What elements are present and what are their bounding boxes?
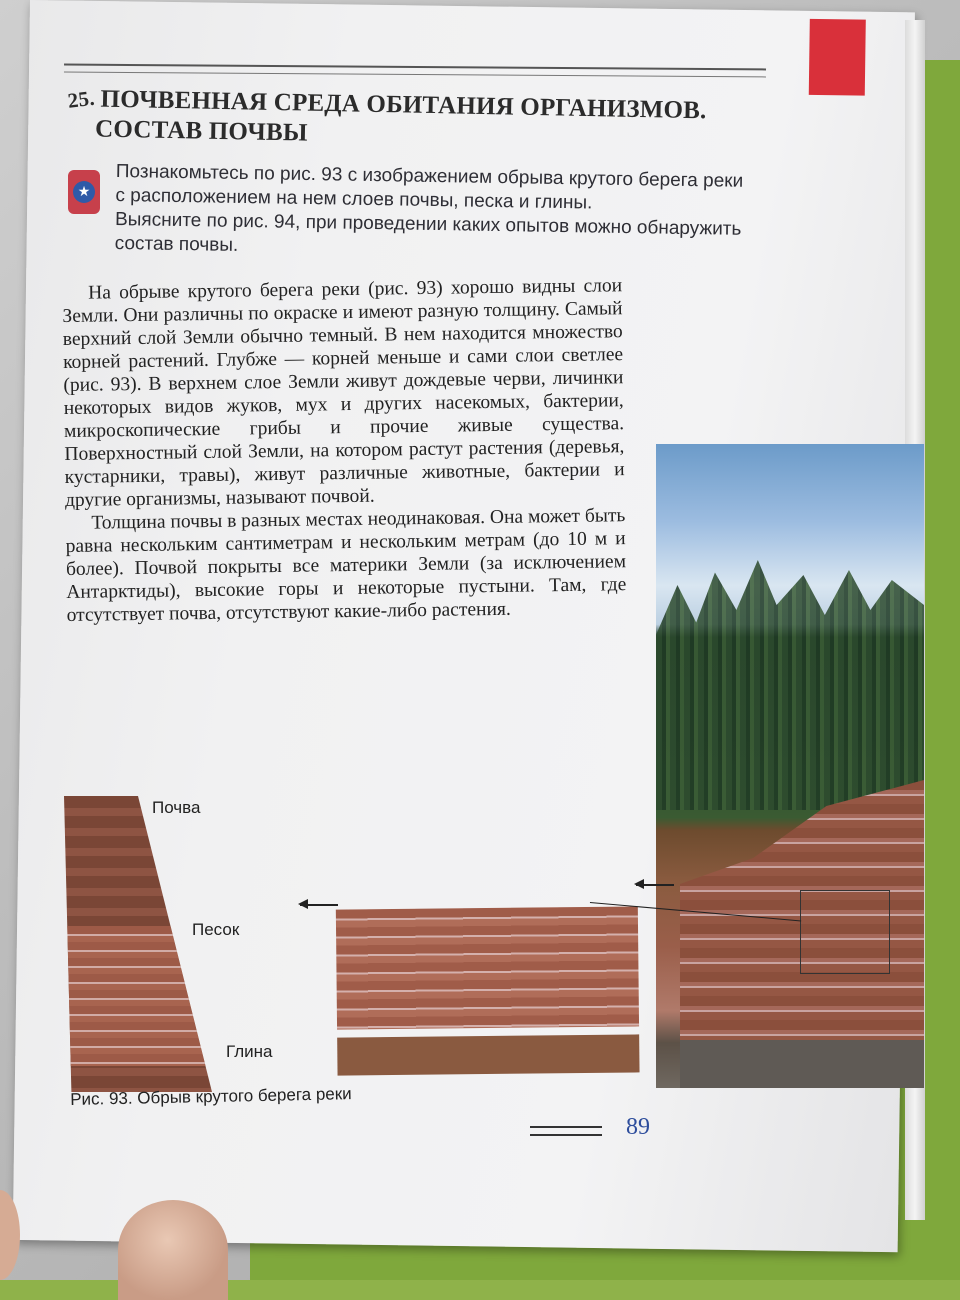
figure-caption: Рис. 93. Обрыв крутого берега реки [70, 1084, 352, 1109]
star-icon: ★ [73, 181, 95, 203]
river-water [680, 1040, 924, 1088]
body-text [62, 274, 627, 627]
zoom-frame [800, 890, 890, 974]
task-line: состав почвы. [114, 232, 239, 256]
cliff-closeup-photo [334, 776, 639, 1075]
lesson-title-line1: ПОЧВЕННАЯ СРЕДА ОБИТАНИЯ ОРГАНИЗМОВ. [100, 85, 707, 125]
task-line: с расположением на нем слоев почвы, песка и глины. [115, 184, 593, 214]
arrow-to-small [300, 904, 338, 906]
arrow-to-mid [636, 884, 674, 886]
page-number: 89 [626, 1114, 650, 1140]
lesson-number: 25. [66, 85, 96, 113]
task-icon [68, 170, 100, 214]
task-line: Выясните по рис. 94, при проведении каких опытов можно обнаружить [114, 208, 742, 240]
label-soil: Почва [152, 798, 201, 817]
bookmark-tab [809, 19, 866, 96]
lesson-title-line2: СОСТАВ ПОЧВЫ [94, 115, 308, 147]
paragraph: Толщина почвы в разных местах неодинаковая. Она может быть равна нескольким сантиметрам и нескольким метрам (до 10 м и более). Почвой покрыты все материки Земли (за исключением Антарктиды), высокие горы и некоторые пустыни. Там, где отсутствует почва, отсутствуют какие-либо растения. [65, 505, 627, 626]
task-block [114, 160, 845, 267]
label-sand: Песок [192, 920, 240, 939]
finger [118, 1200, 228, 1300]
page-number-rule [530, 1126, 602, 1136]
label-clay: Глина [226, 1042, 273, 1061]
task-line: Познакомьтесь по рис. 93 с изображением обрыва крутого берега реки [115, 160, 744, 192]
paragraph: На обрыве крутого берега реки (рис. 93) хорошо видны слои Земли. Они различны по окраске и имеют разную толщину. Самый верхний слой Земли обычно темный. В нем находится множество корней растений. Глубже — корней меньше и сами слои светлее (рис. 93). В верхнем слое Земли живут дождевые черви, личинки некоторых видов жуков, мух и других насекомых, бактерии, микроскопические грибы и прочие живые существа. Поверхностный слой Земли, на котором растут растения (деревья, кустарники, травы), живут различные животные, бактерии и другие организмы, называют почвой. [62, 275, 625, 511]
